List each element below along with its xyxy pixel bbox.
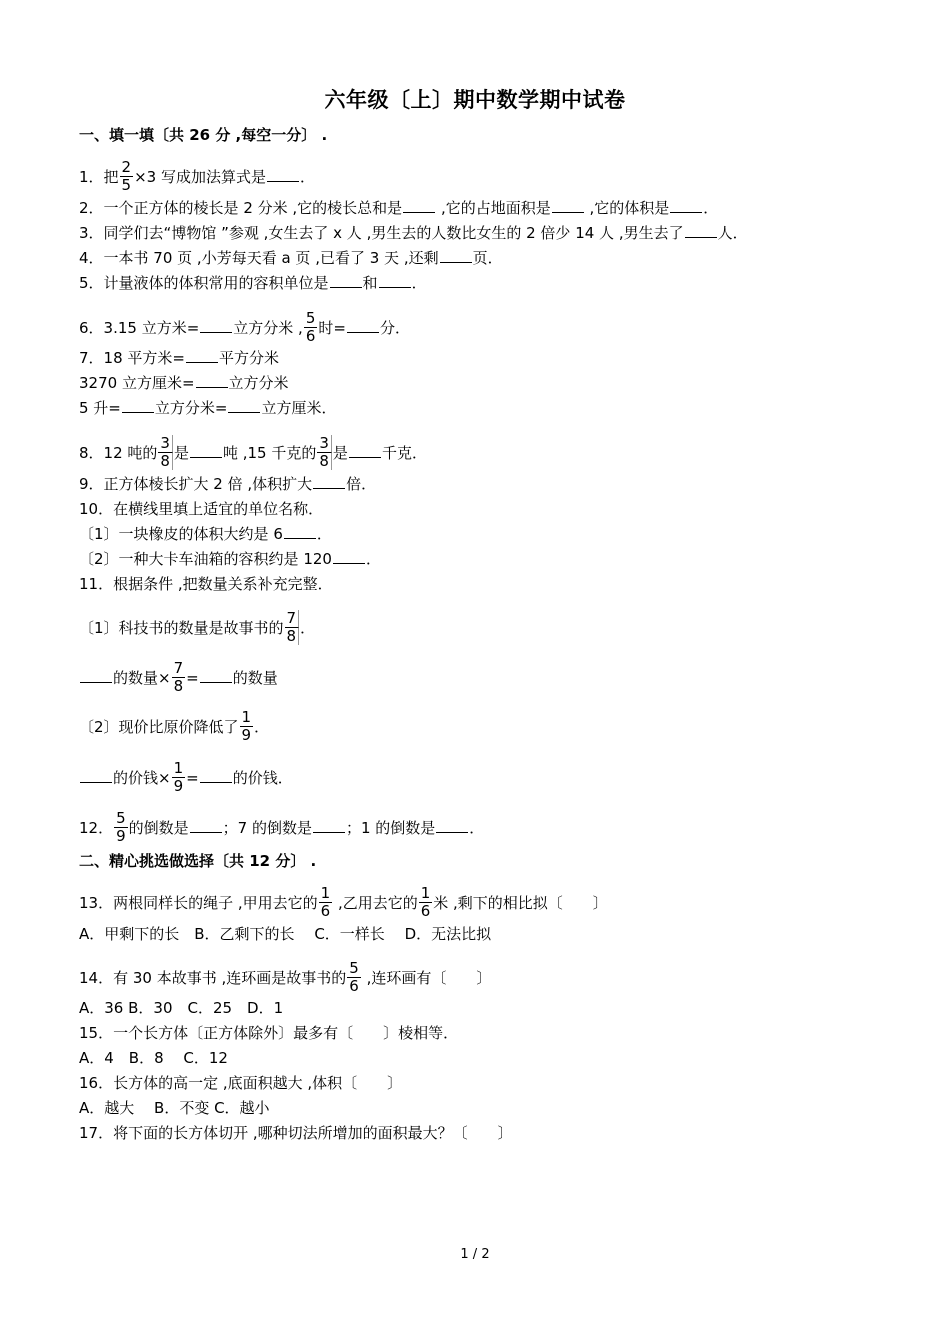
answer-blank[interactable] [190,443,222,458]
fraction: $\frac{3}{8}$ [317,435,332,470]
answer-blank[interactable] [200,768,232,783]
question-6: 6．3.15 立方米= 立方分米 , $\frac{5}{6}$ 时= 分． [79,309,410,345]
answer-blank[interactable] [347,318,379,333]
question-15: 15．一个长方体〔正方体除外〕最多有〔 〕棱相等． [79,1024,459,1042]
answer-blank[interactable] [379,273,411,288]
question-1: 1．把 $\frac{2}{5}$ ×3 写成加法算式是 ． [79,158,315,194]
fraction: $\frac{1}{9}$ [241,708,252,744]
fraction: $\frac{7}{8}$ [173,659,184,695]
answer-blank[interactable] [228,398,260,413]
answer-blank[interactable] [313,818,345,833]
fraction: $\frac{5}{9}$ [116,809,126,845]
question-17: 17．将下面的长方体切开 ,哪种切法所增加的面积最大？〔 〕 [79,1124,513,1142]
question-10-part-1: 〔1〕一块橡皮的体积大约是 6 ． [79,525,332,543]
answer-blank[interactable] [349,443,381,458]
question-15-options: A．4 B．8 C．12 [79,1049,228,1067]
question-7-line-1: 7．18 平方米= 平方分米 [79,349,279,367]
answer-blank[interactable] [330,273,362,288]
question-11-part-1: 〔1〕科技书的数量是故事书的 $\frac{7}{8}$ ． [79,609,316,645]
answer-blank[interactable] [186,348,218,363]
answer-blank[interactable] [267,167,299,182]
fraction: $\frac{5}{6}$ [305,309,316,345]
answer-blank[interactable] [122,398,154,413]
question-12: 12． $\frac{5}{9}$ 的倒数是 ；7 的倒数是 ；1 的倒数是 ． [79,809,485,845]
fraction: $\frac{5}{6}$ [349,959,359,995]
answer-blank[interactable] [313,474,345,489]
question-16: 16．长方体的高一定 ,底面积越大 ,体积〔 〕 [79,1074,403,1092]
answer-blank[interactable] [190,818,222,833]
fraction: $\frac{3}{8}$ [158,435,173,470]
answer-blank[interactable] [670,198,702,213]
answer-blank[interactable] [436,818,468,833]
question-11: 11．根据条件 ,把数量关系补充完整． [79,575,333,593]
answer-blank[interactable] [200,318,232,333]
question-11-relation-1: 的数量× $\frac{7}{8}$ = 的数量 [79,661,278,696]
answer-blank[interactable] [80,668,112,683]
fraction: $\frac{2}{5}$ [121,158,132,194]
fraction: $\frac{1}{9}$ [173,759,184,795]
answer-blank[interactable] [403,198,435,213]
question-13-options: A．甲剩下的长 B．乙剩下的长 C．一样长 D．无法比拟 [79,925,492,943]
answer-blank[interactable] [196,373,228,388]
question-14: 14．有 30 本故事书 ,连环画是故事书的 $\frac{5}{6}$ ,连环画有〔 〕 [79,959,492,995]
answer-blank[interactable] [284,524,316,539]
question-8: 8．12 吨的 $\frac{3}{8}$ 是 吨 ,15 千克的 $\frac{3}{8}$ 是 千克． [79,434,427,470]
answer-blank[interactable] [200,668,232,683]
section-heading-2: 二、精心挑选做选择〔共 12 分〕 . [79,852,317,870]
question-7-line-2: 3270 立方厘米= 立方分米 [79,374,289,392]
question-10-part-2: 〔2〕一种大卡车油箱的容积约是 120 ． [79,550,381,568]
answer-blank[interactable] [80,768,112,783]
answer-blank[interactable] [333,549,365,564]
answer-blank[interactable] [552,198,584,213]
answer-blank[interactable] [440,248,472,263]
page-title: 六年级〔上〕期中数学期中试卷 [324,88,626,112]
question-2: 2．一个正方体的棱长是 2 分米 ,它的棱长总和是 ,它的占地面积是 ,它的体积是 ． [79,199,719,217]
question-4: 4．一本书 70 页 ,小芳每天看 a 页 ,已看了 3 天 ,还剩 页． [79,249,503,267]
question-11-part-2: 〔2〕现价比原价降低了 $\frac{1}{9}$ ． [79,708,270,744]
question-11-relation-2: 的价钱× $\frac{1}{9}$ = 的价钱． [79,761,293,796]
section-heading-1: 一、填一填〔共 26 分 ,每空一分〕 . [79,126,328,144]
question-13: 13．两根同样长的绳子 ,甲用去它的 $\frac{1}{6}$ ,乙用去它的 $\frac{1}{6}$ 米 ,剩下的相比拟〔 〕 [79,884,608,920]
question-3: 3．同学们去“博物馆 ”参观 ,女生去了 x 人 ,男生去的人数比女生的 2 倍少 14 人 ,男生去了 人． [79,224,748,242]
question-16-options: A．越大 B．不变 C．越小 [79,1099,270,1117]
fraction: $\frac{7}{8}$ [285,610,300,645]
answer-blank[interactable] [685,223,717,238]
question-14-options: A．36 B．30 C．25 D．1 [79,999,284,1017]
question-9: 9．正方体棱长扩大 2 倍 ,体积扩大 倍． [79,475,377,493]
question-5: 5．计量液体的体积常用的容积单位是 和 ． [79,274,427,292]
fraction: $\frac{1}{6}$ [320,884,331,920]
fraction: $\frac{1}{6}$ [420,884,431,920]
page-number: 1 / 2 [460,1247,490,1262]
question-10: 10．在横线里填上适宜的单位名称． [79,500,324,518]
question-7-line-3: 5 升= 立方分米= 立方厘米． [79,399,337,417]
